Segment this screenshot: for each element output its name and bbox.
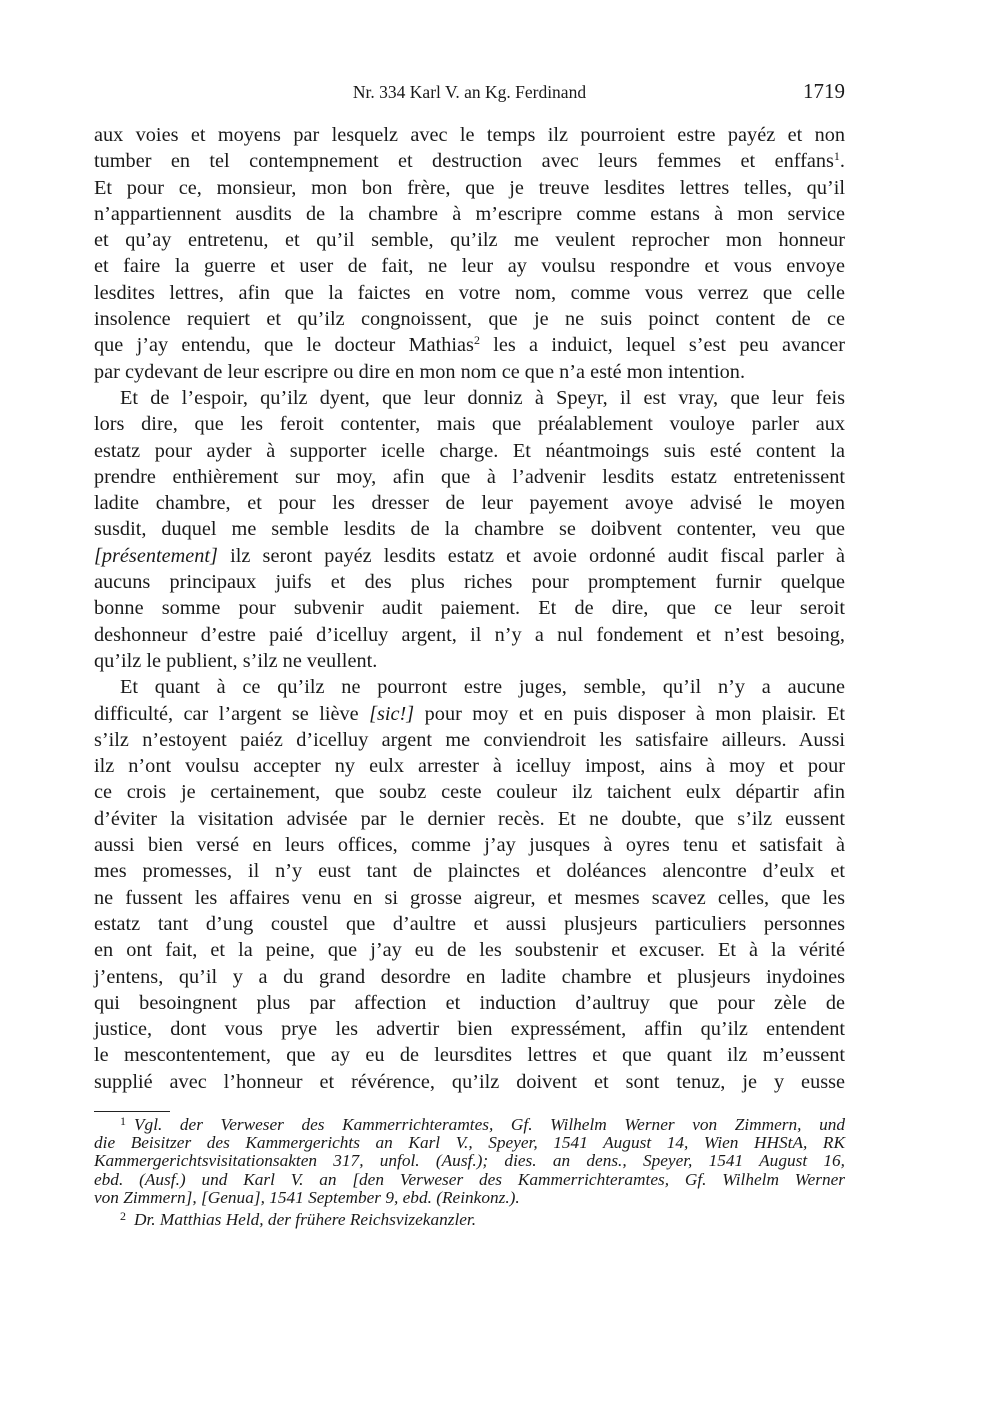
text-line <box>94 648 845 674</box>
line-text: d’éviter la visitation advisée par le dernier recès. Et ne doubte, que s’ilz eussent <box>94 807 845 830</box>
line-text: le mescontentement, que ay eu de leursdites lettres et que quant ilz m’eussent <box>94 1044 845 1067</box>
line-text: estatz pour ayder à supporter icelle charge. Et néantmoings suis esté content la <box>94 439 845 462</box>
body-text <box>94 122 845 1095</box>
footnote-line <box>94 1208 845 1229</box>
text-line <box>94 464 845 490</box>
line-text: bonne somme pour subvenir audit paiement. Et de dire, que ce leur seroit <box>94 597 845 620</box>
line-text: prendre enthièrement sur moy, afin que à l’advenir lesdits estatz entretenissent <box>94 465 845 488</box>
editorial-insertion: [présentement] <box>94 544 218 567</box>
footnote-text: ebd. (Ausf.) und Karl V. an [den Verweser des Kammerrichteramtes, Gf. Wilhelm Werner <box>94 1169 845 1189</box>
line-text: . <box>839 150 845 173</box>
line-text: estatz tant d’ung coustel que d’aultre et aussi plusjeurs particuliers personnes <box>94 912 845 935</box>
line-text: et qu’ay entretenu, et qu’il semble, qu’ilz me veulent reprocher mon honneur <box>94 229 845 252</box>
line-text: justice, dont vous prye les advertir bien expressément, affin qu’ilz entendent <box>94 1018 845 1041</box>
text-line <box>94 806 845 832</box>
footnote-ref-1[interactable]: 1 <box>833 149 840 164</box>
text-line <box>94 385 845 411</box>
text-line <box>94 990 845 1016</box>
line-text: n’appartiennent ausdits de la chambre à m’escripre comme estans à mon service <box>94 202 845 225</box>
footnote-text: Dr. Matthias Held, der frühere Reichsvizekanzler. <box>134 1209 477 1229</box>
text-line <box>94 122 845 148</box>
footnote-text: Kammergerichtsvisitationsakten 317, unfol. (Ausf.); dies. an dens., Speyer, 1541 August 16, <box>94 1151 845 1171</box>
line-text: en ont fait, et la peine, que j’ay eu de les soubstenir et excuser. Et à la vérité <box>94 939 845 962</box>
text-line <box>94 227 845 253</box>
page-number: 1719 <box>803 79 845 103</box>
footnote-separator <box>94 1111 170 1112</box>
line-text: ladite chambre, et pour les dresser de leur payement avoye advisé le moyen <box>94 492 845 515</box>
line-text: insolence requiert et qu’ilz congnoissent, que je ne suis poinct content de ce <box>94 308 845 331</box>
text-line <box>94 911 845 937</box>
footnote-2 <box>94 1208 845 1229</box>
line-text: que j’ay entendu, que le docteur Mathias <box>94 334 474 357</box>
text-line <box>94 964 845 990</box>
text-line <box>94 280 845 306</box>
footnote-text: Vgl. der Verweser des Kammerrichteramtes, Gf. Wilhelm Werner von Zimmern, und <box>134 1115 845 1134</box>
line-text: deshonneur d’estre paié d’icelluy argent, il n’y a nul fondement et n’est besoing, <box>94 623 845 646</box>
footnote-line <box>94 1116 845 1134</box>
line-text: ce crois je certainement, que soubz ceste couleur ilz taichent eulx départir afin <box>94 781 845 804</box>
line-text: ilz n’ont voulsu accepter ny eulx arrester à icelluy impost, ains à moy et pour <box>94 755 845 778</box>
text-line <box>94 332 845 358</box>
line-text: pour moy et en puis disposer à mon plaisir. Et <box>414 702 845 725</box>
running-title: Nr. 334 Karl V. an Kg. Ferdinand <box>352 82 587 102</box>
running-header <box>94 80 845 106</box>
text-line <box>94 201 845 227</box>
text-line <box>94 411 845 437</box>
editorial-note-sic: [sic!] <box>369 702 415 725</box>
line-text: lors dire, que les feroit contenter, mais que préalablement vouloye parler aux <box>94 413 845 436</box>
line-text: Et pour ce, monsieur, mon bon frère, que je treuve lesdites lettres telles, qu’il <box>94 176 845 199</box>
line-text: ilz seront payéz lesdits estatz et avoie ordonné audit fiscal parler à <box>217 544 845 567</box>
text-line <box>94 1016 845 1042</box>
text-line <box>94 622 845 648</box>
line-text: aux voies et moyens par lesquelz avec le temps ilz pourroient estre payéz et non <box>94 124 845 146</box>
line-text: tumber en tel contempnement et destruction avec leurs femmes et enffans <box>94 150 834 173</box>
text-line <box>94 779 845 805</box>
text-line <box>94 885 845 911</box>
text-line <box>94 832 845 858</box>
text-line <box>94 1042 845 1068</box>
line-text: mes promesses, il n’y eust tant de plainctes et doléances alencontre d’eulx et <box>94 860 845 883</box>
line-text: les a induict, lequel s’est peu avancer <box>479 334 845 357</box>
line-text: qui besoingnent plus par affection et induction d’aultruy que pour zèle de <box>94 991 845 1014</box>
text-line <box>94 753 845 779</box>
line-text: difficulté, car l’argent se liève <box>94 702 370 725</box>
footnote-text: die Beisitzer des Kammergerichts an Karl V., Speyer, 1541 August 14, Wien HHStA, RK <box>94 1133 845 1153</box>
footnote-line <box>94 1134 845 1152</box>
text-line <box>94 727 845 753</box>
text-line <box>94 858 845 884</box>
text-line <box>94 516 845 542</box>
text-line <box>94 1069 845 1095</box>
text-line <box>94 306 845 332</box>
line-text: Et quant à ce qu’ilz ne pourront estre juges, semble, qu’il n’y a aucune <box>120 676 845 699</box>
text-line <box>94 253 845 279</box>
line-text: et faire la guerre et user de fait, ne leur ay voulsu respondre et vous envoye <box>94 255 845 278</box>
footnotes <box>94 1116 845 1229</box>
footnote-mark: 2 <box>120 1208 126 1223</box>
text-line <box>94 438 845 464</box>
text-line <box>94 148 845 174</box>
text-line <box>94 543 845 569</box>
footnote-text: von Zimmern], [Genua], 1541 September 9, ebd. (Reinkonz.). <box>94 1187 520 1207</box>
footnote-line <box>94 1152 845 1170</box>
line-text: lesdites lettres, afin que la faictes en votre nom, comme vous verrez que celle <box>94 281 845 304</box>
line-text: ne fussent les affaires venu en si grosse aigreur, et mesmes scavez celles, que les <box>94 886 845 909</box>
text-line <box>94 937 845 963</box>
text-line <box>94 569 845 595</box>
line-text: aussi bien versé en leurs offices, comme j’ay jusques à oyres tenu et satisfait à <box>94 834 845 857</box>
text-line <box>94 359 845 385</box>
text-line <box>94 674 845 700</box>
line-text: j’entens, qu’il y a du grand desordre en ladite chambre et plusjeurs inydoines <box>94 965 845 988</box>
text-line <box>94 175 845 201</box>
line-text: aucuns principaux juifs et des plus riches pour promptement furnir quelque <box>94 571 845 594</box>
footnote-1 <box>94 1116 845 1207</box>
line-text: susdit, duquel me semble lesdits de la chambre se doibvent contenter, veu que <box>94 518 845 541</box>
footnote-ref-2[interactable]: 2 <box>473 333 480 348</box>
footnote-line <box>94 1189 845 1207</box>
line-text: supplié avec l’honneur et révérence, qu’ilz doivent et sont tenuz, je y eusse <box>94 1070 845 1093</box>
line-text: qu’ilz le publient, s’ilz ne veullent. <box>94 649 378 672</box>
text-line <box>94 490 845 516</box>
line-text: s’ilz n’estoyent paiéz d’icelluy argent me conviendroit les satisfaire ailleurs. Aussi <box>94 728 845 751</box>
text-line <box>94 595 845 621</box>
footnote-line <box>94 1171 845 1189</box>
footnote-mark: 1 <box>120 1114 126 1128</box>
text-line <box>94 701 845 727</box>
line-text: Et de l’espoir, qu’ilz dyent, que leur donniz à Speyr, il est vray, que leur feis <box>120 386 845 409</box>
line-text: par cydevant de leur escripre ou dire en mon nom ce que n’a esté mon intention. <box>94 360 746 383</box>
